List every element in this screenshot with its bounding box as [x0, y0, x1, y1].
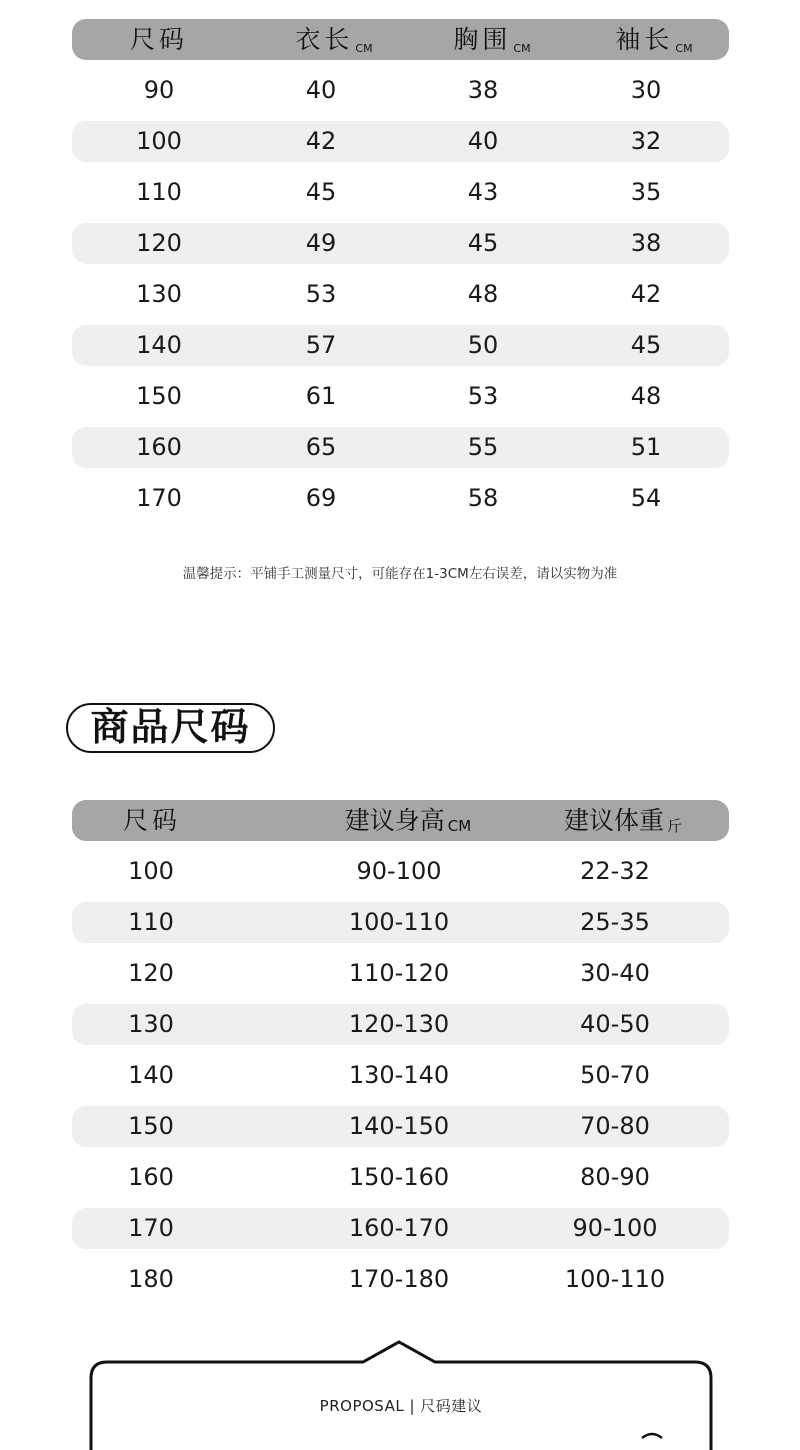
table-cell: 38 — [467, 76, 499, 104]
table-cell: 53 — [305, 280, 337, 308]
table-cell: 61 — [305, 382, 337, 410]
table-row — [72, 376, 729, 417]
table-cell: 25-35 — [580, 908, 650, 936]
table-row — [72, 223, 729, 264]
table-row — [72, 172, 729, 213]
table-cell: 45 — [630, 331, 662, 359]
header-height: 建议身高 CM — [344, 806, 472, 835]
measurement-note: 温馨提示：平铺手工测量尺寸，可能存在1-3CM左右误差，请以实物为准 — [182, 566, 618, 582]
header-weight: 建议体重 斤 — [563, 806, 683, 835]
table-cell: 170 — [128, 1214, 174, 1242]
table-cell: 54 — [630, 484, 662, 512]
header-length: 衣长 CM — [295, 25, 373, 55]
table-cell: 90 — [143, 76, 175, 104]
table-cell: 180 — [128, 1265, 174, 1293]
table-cell: 120 — [136, 229, 182, 257]
table-cell: 69 — [305, 484, 337, 512]
table-row — [72, 1157, 729, 1198]
table-cell: 150 — [128, 1112, 174, 1140]
header-size: 尺码 — [129, 25, 189, 54]
header-chest: 胸围 CM — [453, 25, 531, 55]
table-row — [72, 427, 729, 468]
table-cell: 120 — [128, 959, 174, 987]
section-title: 商品尺码 — [66, 703, 275, 753]
table-cell: 50 — [467, 331, 499, 359]
table-cell: 130-140 — [348, 1061, 450, 1089]
table-cell: 100 — [128, 857, 174, 885]
unit-label: CM — [447, 817, 472, 835]
table-cell: 130 — [136, 280, 182, 308]
table-cell: 170-180 — [348, 1265, 450, 1293]
table-row — [72, 1055, 729, 1096]
table-row — [72, 1106, 729, 1147]
table-cell: 48 — [630, 382, 662, 410]
table-cell: 50-70 — [580, 1061, 650, 1089]
table-row — [72, 274, 729, 315]
table-cell: 30 — [630, 76, 662, 104]
unit-label: CM — [675, 42, 693, 55]
table-cell: 160 — [136, 433, 182, 461]
unit-label: 斤 — [667, 817, 683, 835]
table-cell: 90-100 — [356, 857, 442, 885]
table-cell: 110-120 — [348, 959, 450, 987]
table-cell: 48 — [467, 280, 499, 308]
table-row — [72, 1208, 729, 1249]
table-cell: 150-160 — [348, 1163, 450, 1191]
table-cell: 45 — [305, 178, 337, 206]
table-cell: 45 — [467, 229, 499, 257]
table-cell: 55 — [467, 433, 499, 461]
table-cell: 32 — [630, 127, 662, 155]
garment-table-header — [72, 19, 729, 60]
header-sleeve: 袖长 CM — [615, 25, 693, 55]
proposal-box — [89, 1340, 713, 1450]
table-cell: 49 — [305, 229, 337, 257]
table-cell: 40 — [467, 127, 499, 155]
table-row — [72, 478, 729, 519]
table-row — [72, 1004, 729, 1045]
table-cell: 160-170 — [348, 1214, 450, 1242]
table-row — [72, 902, 729, 943]
unit-label: CM — [355, 42, 373, 55]
table-cell: 42 — [305, 127, 337, 155]
table-cell: 38 — [630, 229, 662, 257]
table-cell: 130 — [128, 1010, 174, 1038]
table-cell: 51 — [630, 433, 662, 461]
table-cell: 120-130 — [348, 1010, 450, 1038]
table-cell: 30-40 — [580, 959, 650, 987]
table-cell: 140 — [136, 331, 182, 359]
table-cell: 40 — [305, 76, 337, 104]
table-cell: 110 — [128, 908, 174, 936]
table-cell: 22-32 — [580, 857, 650, 885]
table-cell: 42 — [630, 280, 662, 308]
recommend-table-header — [72, 800, 729, 841]
table-cell: 110 — [136, 178, 182, 206]
proposal-title: PROPOSAL | 尺码建议 — [319, 1397, 483, 1415]
table-cell: 140 — [128, 1061, 174, 1089]
table-cell: 100-110 — [348, 908, 450, 936]
table-cell: 35 — [630, 178, 662, 206]
table-cell: 100-110 — [564, 1265, 666, 1293]
table-cell: 150 — [136, 382, 182, 410]
table-cell: 58 — [467, 484, 499, 512]
table-cell: 90-100 — [572, 1214, 658, 1242]
table-row — [72, 851, 729, 892]
table-cell: 140-150 — [348, 1112, 450, 1140]
table-cell: 70-80 — [580, 1112, 650, 1140]
table-cell: 57 — [305, 331, 337, 359]
header-size: 尺码 — [122, 806, 182, 835]
table-cell: 100 — [136, 127, 182, 155]
table-row — [72, 325, 729, 366]
table-row — [72, 121, 729, 162]
table-cell: 65 — [305, 433, 337, 461]
table-cell: 80-90 — [580, 1163, 650, 1191]
table-row — [72, 70, 729, 111]
table-row — [72, 1259, 729, 1300]
table-cell: 170 — [136, 484, 182, 512]
table-cell: 43 — [467, 178, 499, 206]
table-cell: 40-50 — [580, 1010, 650, 1038]
table-cell: 53 — [467, 382, 499, 410]
table-row — [72, 953, 729, 994]
unit-label: CM — [513, 42, 531, 55]
table-cell: 160 — [128, 1163, 174, 1191]
